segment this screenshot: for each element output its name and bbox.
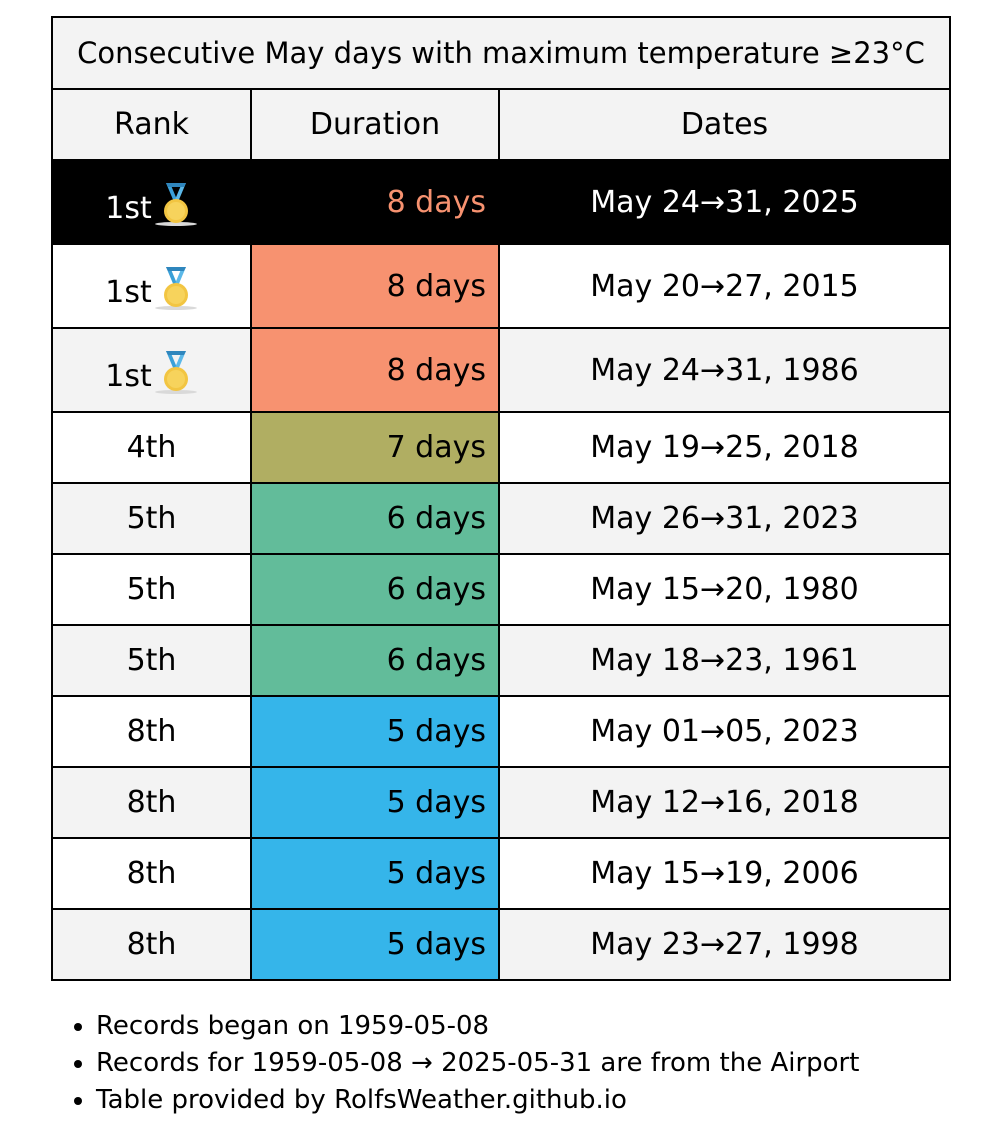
- rank-cell: [52, 625, 251, 696]
- rank-cell: [52, 483, 251, 554]
- title-row: [52, 17, 950, 89]
- dates-cell: May 15→19, 2006: [499, 838, 950, 909]
- dates-cell: May 18→23, 1961: [499, 625, 950, 696]
- rank-label: 8th: [126, 785, 177, 820]
- rank-label: 8th: [126, 927, 177, 962]
- note-item: • Table provided by RolfsWeather.github.io: [96, 1082, 859, 1119]
- notes-list: [60, 1008, 859, 1119]
- table-row: [52, 696, 950, 767]
- rank-cell: [52, 909, 251, 980]
- dates-cell: May 19→25, 2018: [499, 412, 950, 483]
- gold-medal-icon: [154, 264, 198, 312]
- gold-medal-icon: [154, 180, 198, 228]
- dates-cell: May 26→31, 2023: [499, 483, 950, 554]
- table-row: [52, 412, 950, 483]
- rank-cell: [52, 328, 251, 412]
- table-row: [52, 160, 950, 244]
- table-title: Consecutive May days with maximum temperature ≥23°C: [52, 17, 950, 89]
- records-table: [51, 16, 951, 981]
- rank-cell: [52, 696, 251, 767]
- duration-cell: 5 days: [251, 909, 499, 980]
- rank-cell: [52, 160, 251, 244]
- rank-cell: [52, 244, 251, 328]
- duration-cell: 6 days: [251, 483, 499, 554]
- rank-label: 5th: [126, 572, 177, 607]
- table-row: [52, 625, 950, 696]
- rank-label: 4th: [126, 430, 177, 465]
- dates-cell: May 01→05, 2023: [499, 696, 950, 767]
- header-row: [52, 89, 950, 160]
- rank-cell: [52, 554, 251, 625]
- table-body: [52, 160, 950, 980]
- table-row: [52, 244, 950, 328]
- rank-label: 1st: [105, 191, 152, 226]
- rank-label: 1st: [105, 359, 152, 394]
- dates-cell: May 24→31, 2025: [499, 160, 950, 244]
- duration-cell: 7 days: [251, 412, 499, 483]
- duration-cell: 8 days: [251, 160, 499, 244]
- table-row: [52, 483, 950, 554]
- table-row: [52, 767, 950, 838]
- rank-label: 5th: [126, 643, 177, 678]
- duration-cell: 8 days: [251, 328, 499, 412]
- dates-cell: May 15→20, 1980: [499, 554, 950, 625]
- rank-cell: [52, 838, 251, 909]
- table-row: [52, 838, 950, 909]
- header-dates: Dates: [499, 89, 950, 160]
- rank-label: 5th: [126, 501, 177, 536]
- note-item: • Records for 1959-05-08 → 2025-05-31 are from the Airport: [96, 1045, 859, 1082]
- duration-cell: 6 days: [251, 625, 499, 696]
- dates-cell: May 24→31, 1986: [499, 328, 950, 412]
- table-row: [52, 909, 950, 980]
- table-row: [52, 328, 950, 412]
- duration-cell: 5 days: [251, 696, 499, 767]
- header-rank: Rank: [52, 89, 251, 160]
- rank-cell: [52, 412, 251, 483]
- duration-cell: 6 days: [251, 554, 499, 625]
- table-row: [52, 554, 950, 625]
- dates-cell: May 23→27, 1998: [499, 909, 950, 980]
- duration-cell: 5 days: [251, 767, 499, 838]
- dates-cell: May 12→16, 2018: [499, 767, 950, 838]
- gold-medal-icon: [154, 348, 198, 396]
- rank-label: 8th: [126, 714, 177, 749]
- dates-cell: May 20→27, 2015: [499, 244, 950, 328]
- header-duration: Duration: [251, 89, 499, 160]
- duration-cell: 5 days: [251, 838, 499, 909]
- rank-label: 8th: [126, 856, 177, 891]
- rank-label: 1st: [105, 275, 152, 310]
- rank-cell: [52, 767, 251, 838]
- duration-cell: 8 days: [251, 244, 499, 328]
- note-item: • Records began on 1959-05-08: [96, 1008, 859, 1045]
